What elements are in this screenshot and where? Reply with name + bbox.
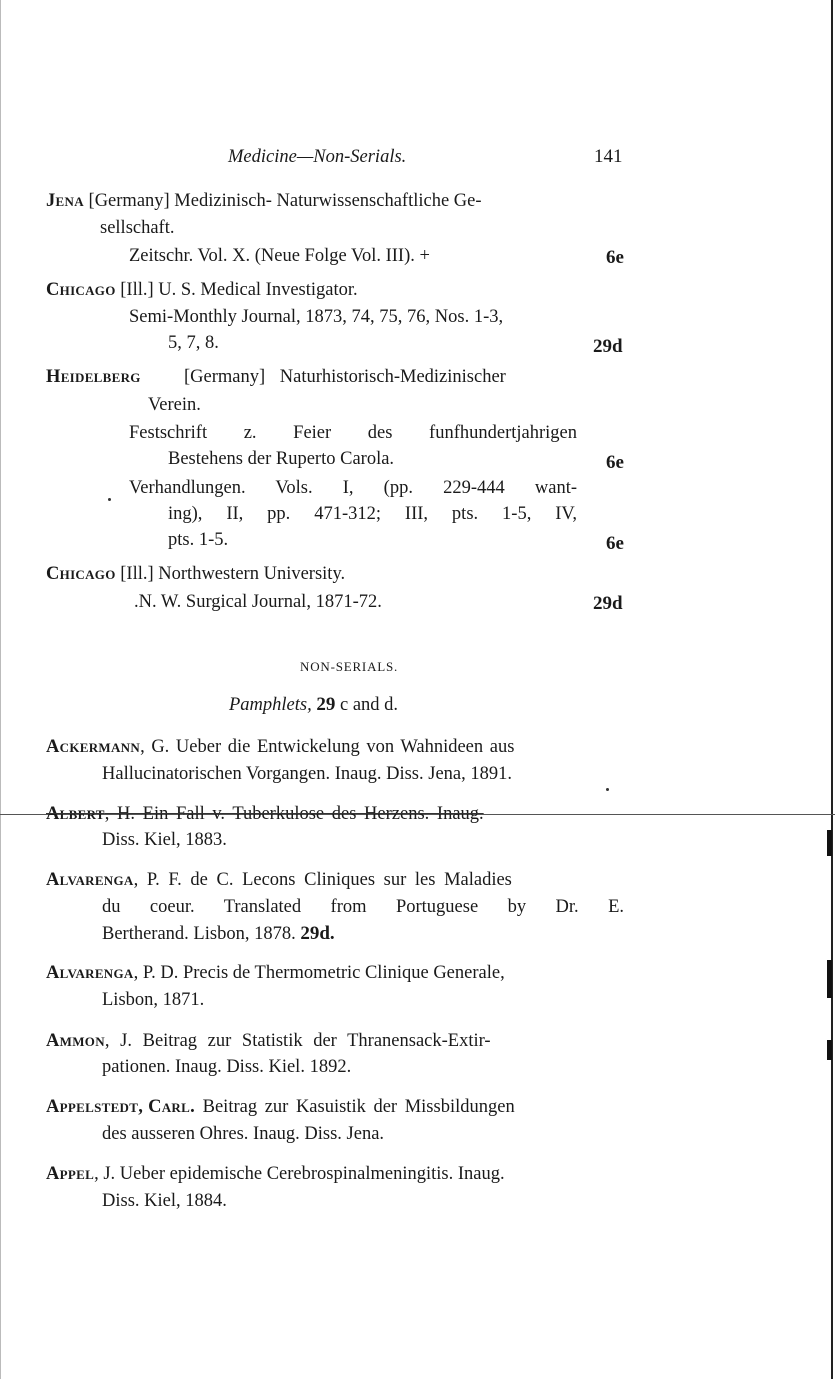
serial-heading: Chicago [Ill.] Northwestern University. (46, 564, 346, 584)
section-heading: NON-SERIALS. (300, 659, 399, 674)
serial-item-cont: 5, 7, 8. (168, 333, 219, 353)
place-name: Chicago (46, 564, 116, 584)
location-code: 29d (593, 593, 623, 614)
page-right-edge (831, 0, 833, 1379)
location-code: 6e (606, 247, 624, 268)
author-name: Ackermann (46, 737, 141, 757)
bib-entry: Albert, H. Ein Fall v. Tuberkulose des Herzens. Inaug. (46, 804, 484, 824)
serial-item-cont: Bestehens der Ruperto Carola. (168, 449, 395, 469)
subheading: Pamphlets, 29 c and d. (229, 694, 399, 715)
running-title: Medicine—Non-Serials. (228, 147, 407, 167)
serial-heading: Chicago [Ill.] U. S. Medical Investigator. (46, 280, 358, 300)
author-name: Alvarenga (46, 963, 134, 983)
page-left-edge (0, 0, 1, 1379)
author-name: Appel (46, 1164, 95, 1184)
location-code: 6e (606, 452, 624, 473)
serial-heading-cont: Verein. (148, 395, 201, 415)
author-name: Albert (46, 804, 105, 824)
serial-heading: Heidelberg [Germany] Naturhistorisch-Medizinischer (46, 367, 506, 387)
bib-entry-cont: Bertherand. Lisbon, 1878. 29d. (102, 923, 335, 944)
bib-entry-cont: pationen. Inaug. Diss. Kiel. 1892. (102, 1057, 352, 1077)
bib-entry-cont: du coeur. Translated from Portuguese by Dr. E. (102, 897, 624, 917)
author-name: Appelstedt, Carl. (46, 1097, 195, 1117)
bib-entry-cont: Hallucinatorischen Vorgangen. Inaug. Diss. Jena, 1891. (102, 764, 513, 784)
serial-item: Verhandlungen. Vols. I, (pp. 229-444 want- (129, 478, 577, 498)
place-name: Chicago (46, 280, 116, 300)
author-name: Alvarenga (46, 870, 134, 890)
location-code: 29d. (300, 923, 335, 944)
bib-entry: Appel, J. Ueber epidemische Cerebrospinalmeningitis. Inaug. (46, 1164, 505, 1184)
place-name: Jena (46, 191, 84, 211)
bib-entry: Alvarenga, P. D. Precis de Thermometric Clinique Generale, (46, 963, 505, 983)
author-name: Ammon (46, 1031, 105, 1051)
page-number: 141 (594, 146, 623, 167)
place-name: Heidelberg (46, 367, 141, 387)
scan-edge-mark (827, 960, 832, 998)
print-speck (606, 788, 609, 791)
print-speck (108, 498, 111, 501)
bib-entry-cont: Diss. Kiel, 1883. (102, 830, 227, 850)
serial-item: Festschrift z. Feier des funfhundertjahrigen (129, 423, 577, 443)
bib-entry: Alvarenga, P. F. de C. Lecons Cliniques sur les Maladies (46, 870, 512, 890)
serial-heading: Jena [Germany] Medizinisch- Naturwissenschaftliche Ge- (46, 191, 482, 211)
serial-item: .N. W. Surgical Journal, 1871-72. (134, 592, 382, 612)
bib-entry-cont: des ausseren Ohres. Inaug. Diss. Jena. (102, 1124, 385, 1144)
bib-entry: Ackermann, G. Ueber die Entwickelung von Wahnideen aus (46, 737, 515, 757)
serial-item: Semi-Monthly Journal, 1873, 74, 75, 76, Nos. 1-3, (129, 307, 504, 327)
scan-edge-mark (827, 1040, 832, 1060)
serial-item-cont: pts. 1-5. (168, 530, 229, 550)
serial-heading-cont: sellschaft. (100, 218, 175, 238)
serial-item: Zeitschr. Vol. X. (Neue Folge Vol. III). + (129, 246, 430, 266)
serial-item-cont: ing), II, pp. 471-312; III, pts. 1-5, IV, (168, 504, 577, 524)
bib-entry-cont: Lisbon, 1871. (102, 990, 205, 1010)
scan-edge-mark (827, 830, 832, 856)
location-code: 29d (593, 336, 623, 357)
location-code: 6e (606, 533, 624, 554)
bib-entry-cont: Diss. Kiel, 1884. (102, 1191, 227, 1211)
bib-entry: Ammon, J. Beitrag zur Statistik der Thranensack-Extir- (46, 1031, 491, 1051)
bib-entry: Appelstedt, Carl. Beitrag zur Kasuistik der Missbildungen (46, 1097, 515, 1117)
